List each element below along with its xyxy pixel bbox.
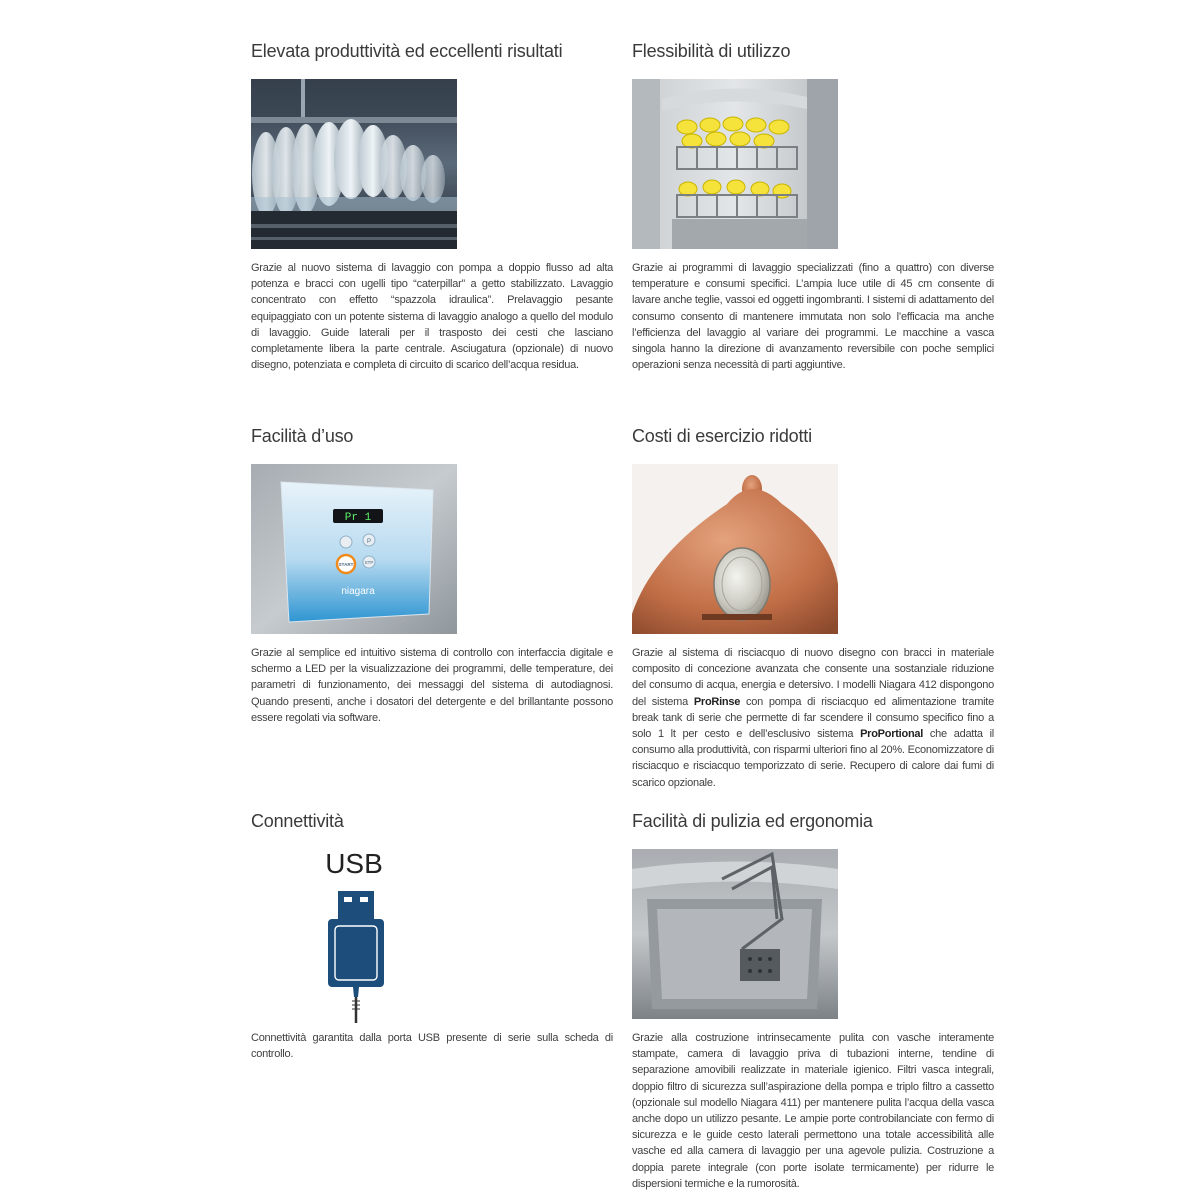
section-text: Connettività garantita dalla porta USB presente di serie sulla scheda di controllo.	[251, 1032, 613, 1061]
section-ease-of-use	[251, 425, 613, 724]
dishwasher-plates-photo	[251, 79, 457, 249]
section-title: Flessibilità di utilizzo	[632, 41, 791, 61]
usb-label: USB	[325, 848, 383, 879]
section-title: Facilità d’uso	[251, 426, 354, 446]
section-title: Facilità di pulizia ed ergonomia	[632, 811, 873, 831]
section-costs	[632, 425, 994, 789]
start-button-label: START	[338, 562, 354, 567]
section-title: Elevata produttività ed eccellenti risultati	[251, 41, 563, 61]
section-text: Grazie alla costruzione intrinsecamente pulita con vasche interamente stampate, camera di lavaggio priva di tubazioni interne, tendine di separazione amovibili realizzate in materiale igienico. Filtri vasca integrali, doppio filtro di sicurezza sull’aspirazione della pompa e triplo filtro a cassetto (opzionale sul modello Niagara 411) per mantenere pulita l’acqua della vasca anche dopo un utilizzo pesante. Le ampie porte controbilanciate con fermo di sicurezza e le guide cesto laterali permettono una totale accessibilità alle vasche ed alla camera di lavaggio per una agevole pulizia. Costruzione a doppia parete integrale (con porte isolate termicamente) per ridurre le dispersioni termiche e la rumorosità.	[632, 1032, 994, 1190]
brand-logo: niagara	[341, 586, 375, 597]
wash-tank-photo	[632, 849, 838, 1019]
glass-racks-photo	[632, 79, 838, 249]
control-panel-photo	[251, 464, 457, 634]
p-button-label: P	[366, 539, 372, 545]
piggy-bank-illustration	[632, 464, 838, 634]
led-display-text: Pr 1	[344, 512, 372, 524]
section-flexibility	[632, 40, 994, 372]
glass-racks-illustration	[632, 79, 838, 249]
proportional-brand: ProPortional	[860, 728, 924, 741]
section-productivity	[251, 40, 613, 372]
prorinse-brand: ProRinse	[693, 695, 741, 708]
section-text: Grazie al semplice ed intuitivo sistema di controllo con interfaccia digitale e schermo a LED per la visualizzazione dei programmi, delle temperature, dei parametri di funzionamento, dei messaggi del sistema di autodiagnosi. Quando presenti, anche i dosatori del detergente e del brillantante possono essere regolati via software.	[251, 647, 613, 724]
section-title: Costi di esercizio ridotti	[632, 426, 812, 446]
section-text	[632, 645, 994, 791]
wash-tank-illustration	[632, 849, 838, 1019]
section-cleaning	[632, 810, 994, 1190]
section-text: Grazie al nuovo sistema di lavaggio con pompa a doppio flusso ad alta potenza e bracci con ugelli tipo “caterpillar” a getto stabilizzato. Lavaggio concentrato con effetto “spazzola idraulica”. Prelavaggio pesante equipaggiato con un potente sistema di lavaggio analogo a quello del modulo di lavaggio. Guide laterali per il trasposto dei cesti che lasciano completamente libera la parte centrale. Asciugatura (opzionale) di nuovo disegno, potenziata e completa di circuito di scarico dell’acqua residua.	[251, 262, 613, 372]
section-title: Connettività	[251, 811, 344, 831]
dishwasher-plates-illustration	[251, 79, 457, 249]
text-part: Grazie al sistema di risciacquo di nuovo disegno con bracci in materiale composito di concezione avanzata che consente una sostanziale riduzione del consumo di acqua, energia e detersivo. I modelli Niagara 412 dispongono del sistema	[632, 647, 994, 708]
section-text: Grazie ai programmi di lavaggio specializzati (fino a quattro) con diverse temperature e consumi specifici. L’ampia luce utile di 45 cm consente di lavare anche teglie, vassoi ed oggetti ingombranti. I sistemi di adattamento del consumo consento di mantenere immutata non solo l’efficacia ma anche l’efficienza del lavaggio al variare dei programmi. Le macchine a vasca singola hanno la direzione di avanzamento reversibile con poche semplici operazioni senza necessità di parti aggiuntive.	[632, 262, 994, 372]
text-part: che adatta il consumo alla produttività, con risparmi ulteriori fino al 20%. Economizzatore di risciacquo e risciacquo temporizzato di serie. Recupero di calore dai fumi di scarico opzionale.	[632, 728, 994, 789]
usb-illustration	[311, 845, 401, 1025]
text-part: con pompa di risciacquo ed alimentazione tramite break tank di serie che permette di far scendere il consumo specifico fino a solo 1 lt per cesto e dell’esclusivo sistema	[632, 695, 994, 741]
section-connectivity	[251, 810, 613, 1061]
piggy-bank-photo	[632, 464, 838, 634]
usb-icon	[311, 845, 401, 1025]
stop-button-label: STP	[364, 560, 374, 565]
control-panel-illustration	[251, 464, 457, 634]
